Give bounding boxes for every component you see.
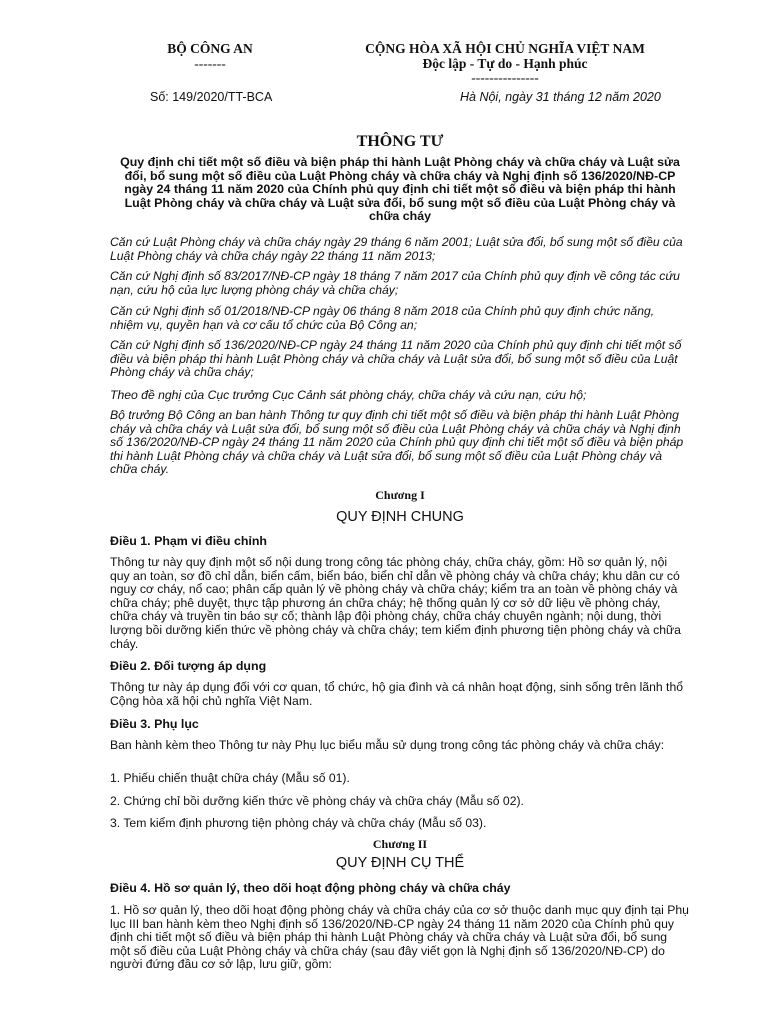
nation-title: CỘNG HÒA XÃ HỘI CHỦ NGHĨA VIỆT NAM	[365, 41, 645, 56]
article-4-text: 1. Hồ sơ quản lý, theo dõi hoạt động phòng cháy và chữa cháy của cơ sở thuộc danh mục quy định tại Phụ lục III ban hành kèm theo Nghị định số 136/2020/NĐ-CP ngày 24 tháng 11 năm 2020 của Chính phủ quy định chi tiết một số điều và biện pháp thi hành Luật Phòng cháy và chữa cháy và Luật sửa đổi, bổ sung một số điều của Luật Phòng cháy và chữa cháy (sau đây viết gọn là Nghị định số 136/2020/NĐ-CP) do người đứng đầu cơ sở lập, lưu giữ, gồm:	[110, 903, 689, 972]
article-3-item-3: 3. Tem kiểm định phương tiện phòng cháy và chữa cháy (Mẫu số 03).	[110, 816, 487, 830]
nation-motto: Độc lập - Tự do - Hạnh phúc	[422, 56, 588, 71]
preamble-3: Căn cứ Nghị định số 01/2018/NĐ-CP ngày 06 tháng 8 năm 2018 của Chính phủ quy định chức năng, nhiệm vụ, quyền hạn và cơ cấu tổ chức của Bộ Công an;	[110, 304, 655, 332]
preamble-5: Theo đề nghị của Cục trưởng Cục Cảnh sát phòng cháy, chữa cháy và cứu nạn, cứu hộ;	[110, 388, 587, 402]
article-3-text: Ban hành kèm theo Thông tư này Phụ lục biểu mẫu sử dụng trong công tác phòng cháy và chữa cháy:	[110, 738, 665, 752]
motto-divider: ---------------	[471, 70, 539, 85]
place-date: Hà Nội, ngày 31 tháng 12 năm 2020	[460, 90, 661, 104]
article-1-text: Thông tư này quy định một số nội dung trong công tác phòng cháy, chữa cháy, gồm: Hồ sơ quản lý, nội quy an toàn, sơ đồ chỉ dẫn, biển cấm, biển báo, biển chỉ dẫn về phòng cháy và chữa cháy; khu dân cư có nguy cơ cháy, nổ cao; phân cấp quản lý về phòng cháy và chữa cháy; kiểm tra an toàn về phòng cháy và chữa cháy; phê duyệt, thực tập phương án chữa cháy; hệ thống quản lý cơ sở dữ liệu về phòng cháy, chữa cháy và truyền tin báo sự cố; thành lập đội phòng cháy, chữa cháy chuyên ngành; nội dung, thời lượng bồi dưỡng kiến thức về phòng cháy và chữa cháy; tem kiểm định phương tiện phòng cháy và chữa cháy.	[110, 555, 681, 651]
document-subject: Quy định chi tiết một số điều và biện pháp thi hành Luật Phòng cháy và chữa cháy và Luật sửa đổi, bổ sung một số điều của Luật Phòng cháy và chữa cháy và Nghị định số 136/2020/NĐ-CP ngày 24 tháng 11 năm 2020 của Chính phủ quy định chi tiết một số điều và biện pháp thi hành Luật Phòng cháy và chữa cháy và Luật sửa đổi, bổ sung một số điều của Luật Phòng cháy và chữa cháy	[120, 155, 680, 224]
preamble-2: Căn cứ Nghị định số 83/2017/NĐ-CP ngày 18 tháng 7 năm 2017 của Chính phủ quy định về công tác cứu nạn, cứu hộ của lực lượng phòng cháy và chữa cháy;	[110, 269, 680, 297]
preamble-4: Căn cứ Nghị định số 136/2020/NĐ-CP ngày 24 tháng 11 năm 2020 của Chính phủ quy định chi tiết một số điều và biện pháp thi hành Luật Phòng cháy và chữa cháy và Luật sửa đổi, bổ sung một số điều của Luật Phòng cháy và chữa cháy;	[110, 338, 682, 380]
article-2-text: Thông tư này áp dụng đối với cơ quan, tổ chức, hộ gia đình và cá nhân hoạt động, sinh sống trên lãnh thổ Cộng hòa xã hội chủ nghĩa Việt Nam.	[110, 680, 684, 708]
article-3-item-1: 1. Phiếu chiến thuật chữa cháy (Mẫu số 01).	[110, 771, 350, 785]
article-2-title: Điều 2. Đối tượng áp dụng	[110, 659, 267, 673]
chapter-1-label: Chương I	[375, 488, 425, 502]
article-1-title: Điều 1. Phạm vi điều chỉnh	[110, 534, 267, 548]
preamble-1: Căn cứ Luật Phòng cháy và chữa cháy ngày 29 tháng 6 năm 2001; Luật sửa đổi, bổ sung một số điều của Luật Phòng cháy và chữa cháy ngày 22 tháng 11 năm 2013;	[110, 235, 683, 263]
ministry-name: BỘ CÔNG AN	[167, 41, 253, 56]
chapter-2-title: QUY ĐỊNH CỤ THỂ	[335, 855, 465, 871]
document-type: THÔNG TƯ	[356, 133, 444, 150]
preamble-6: Bộ trưởng Bộ Công an ban hành Thông tư quy định chi tiết một số điều và biện pháp thi hành Luật Phòng cháy và chữa cháy và Luật sửa đổi, bổ sung một số điều của Luật Phòng cháy và chữa cháy và Nghị định số 136/2020/NĐ-CP ngày 24 tháng 11 năm 2020 của Chính phủ quy định chi tiết một số điều và biện pháp thi hành Luật Phòng cháy và chữa cháy và Luật sửa đổi, bổ sung một số điều của Luật Phòng cháy và chữa cháy.	[110, 408, 684, 477]
chapter-2-label: Chương II	[372, 837, 428, 851]
document-number: Số: 149/2020/TT-BCA	[150, 90, 273, 104]
article-3-item-2: 2. Chứng chỉ bồi dưỡng kiến thức về phòng cháy và chữa cháy (Mẫu số 02).	[110, 794, 524, 808]
chapter-1-title: QUY ĐỊNH CHUNG	[336, 509, 464, 525]
ministry-divider: -------	[194, 56, 226, 71]
article-3-title: Điều 3. Phụ lục	[110, 717, 199, 731]
article-4-title: Điều 4. Hồ sơ quản lý, theo dõi hoạt động phòng cháy và chữa cháy	[110, 881, 511, 895]
